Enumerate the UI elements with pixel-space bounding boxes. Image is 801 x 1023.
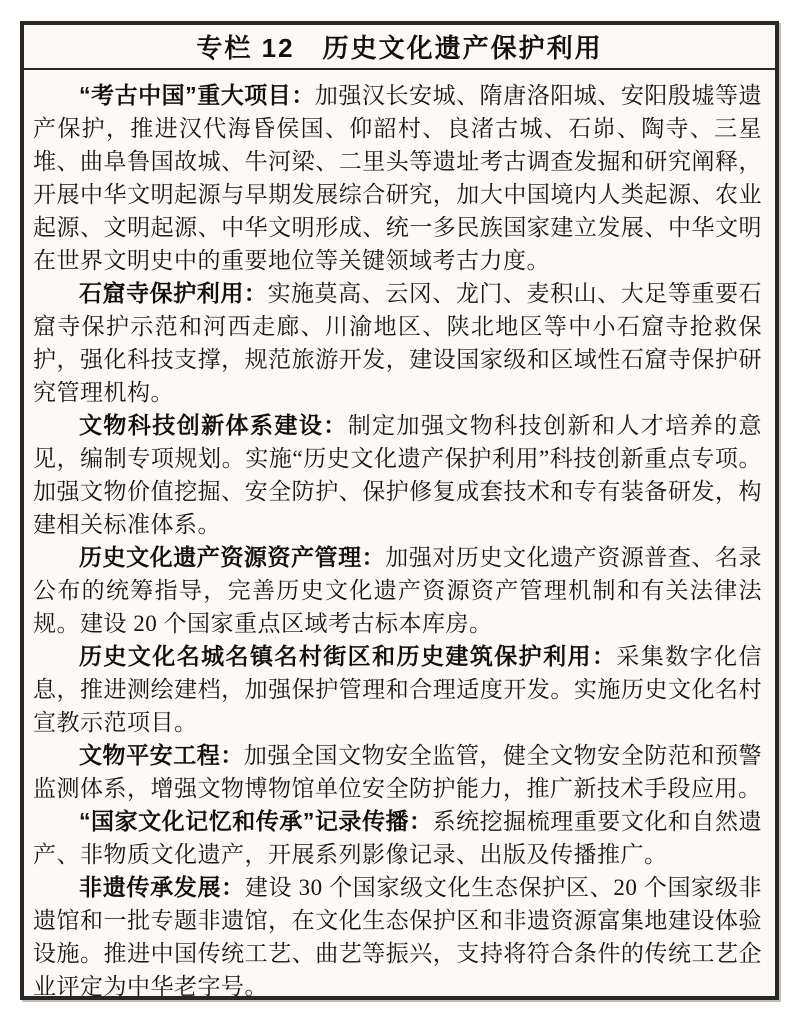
paragraph-archaeology-china: [33, 79, 762, 277]
paragraph-text: 加强全国文物安全监管，健全文物安全防范和预警监测体系，增强文物博物馆单位安全防护能力，推广新技术手段应用。: [33, 743, 763, 801]
paragraph-lead: 非遗传承发展：: [79, 874, 245, 900]
paragraph-lead: 文物科技创新体系建设：: [79, 412, 348, 438]
paragraph-text: 加强汉长安城、隋唐洛阳城、安阳殷墟等遗产保护，推进汉代海昏侯国、仰韶村、良渚古城、石峁、陶寺、三星堆、曲阜鲁国故城、牛河梁、二里头等遗址考古调查发掘和研究阐释，开展中华文明起源与早期发展综合研究，加大中国境内人类起源、农业起源、文明起源、中华文明形成、统一多民族国家建立发展、中华文明在世界文明史中的重要地位等关键领域考古力度。: [33, 83, 763, 273]
column-title: 专栏 12 历史文化遗产保护利用: [196, 33, 603, 63]
paragraph-national-cultural-memory: [33, 805, 762, 871]
paragraph-grotto-temples: [33, 277, 762, 409]
paragraph-heritage-tech-innovation: [33, 409, 762, 541]
column-header: [24, 25, 775, 70]
paragraph-text: 采集数字化信息，推进测绘建档，加强保护管理和合理适度开发。实施历史文化名村宣教示范项目。: [33, 644, 763, 735]
paragraph-intangible-heritage: [33, 871, 762, 1003]
paragraph-text: 实施莫高、云冈、龙门、麦积山、大足等重要石窟寺保护示范和河西走廊、川渝地区、陕北地区等中小石窟寺抢救保护，强化科技支撑，规范旅游开发，建设国家级和区域性石窟寺保护研究管理机构。: [33, 281, 763, 405]
paragraph-famous-cities-towns-villages: [33, 640, 762, 739]
paragraph-lead: 历史文化名城名镇名村街区和历史建筑保护利用：: [79, 643, 617, 669]
paragraph-cultural-relics-safety: [33, 739, 762, 805]
paragraph-lead: “考古中国”重大项目：: [79, 82, 315, 108]
paragraph-lead: 石窟寺保护利用：: [79, 280, 268, 306]
paragraph-text: 加强对历史文化遗产资源普查、名录公布的统筹指导，完善历史文化遗产资源资产管理机制和有关法律法规。建设 20 个国家重点区域考古标本库房。: [33, 545, 763, 636]
paragraph-text: 系统挖掘梳理重要文化和自然遗产、非物质文化遗产，开展系列影像记录、出版及传播推广。: [33, 809, 763, 867]
paragraph-text: 建设 30 个国家级文化生态保护区、20 个国家级非遗馆和一批专题非遗馆，在文化生态保护区和非遗资源富集地建设体验设施。推进中国传统工艺、曲艺等振兴，支持将符合条件的传统工艺企业评定为中华老字号。: [33, 875, 762, 999]
paragraph-heritage-resource-management: [33, 541, 762, 640]
paragraph-text: 制定加强文物科技创新和人才培养的意见，编制专项规划。实施“历史文化遗产保护利用”科技创新重点专项。加强文物价值挖掘、安全防护、保护修复成套技术和专有装备研发，构建相关标准体系。: [33, 413, 763, 537]
paragraph-lead: “国家文化记忆和传承”记录传播：: [79, 808, 433, 834]
column-box: [20, 21, 779, 1000]
paragraph-lead: 文物平安工程：: [79, 742, 244, 768]
paragraph-lead: 历史文化遗产资源资产管理：: [79, 544, 386, 570]
column-body: [24, 70, 775, 1003]
